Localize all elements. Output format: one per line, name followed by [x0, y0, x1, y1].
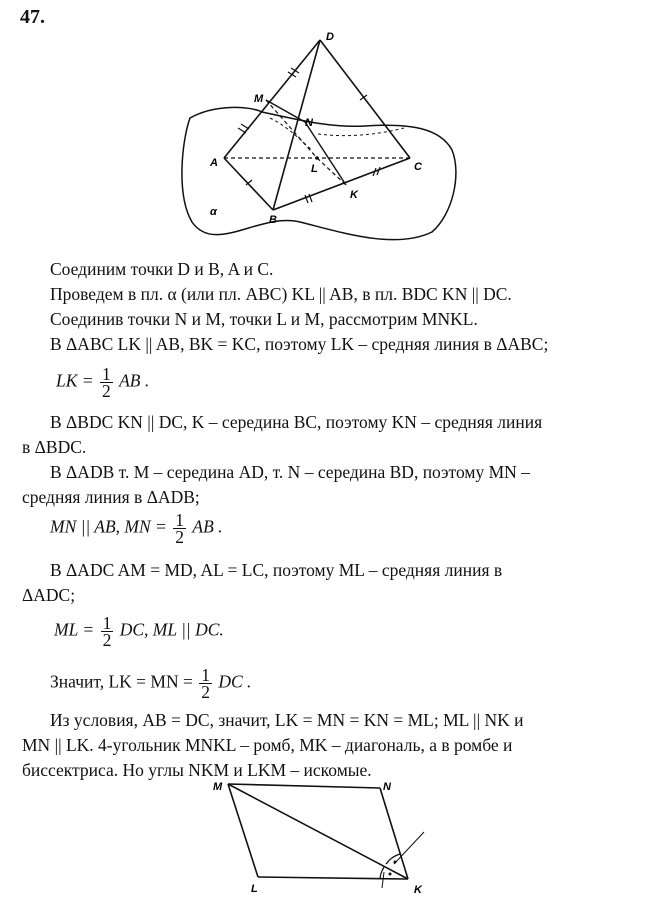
paragraph-2: Проведем в пл. α (или пл. ABC) KL || AB, в пл. BDC KN || DC. — [50, 284, 512, 304]
edge-DA — [224, 40, 320, 158]
paragraph-3: Соединив точки N и M, точки L и M, рассмотрим MNKL. — [50, 309, 478, 329]
paragraph-5a: В ΔBDC KN || DC, K – середина BC, поэтому KN – средняя линия — [50, 412, 543, 432]
angle-tick — [382, 872, 384, 888]
formula-ML: ML = $\frac{1}{2}$ DC, ML || DC. — [54, 613, 224, 650]
formula-MN: MN || AB, MN = $\frac{1}{2}$ AB . — [50, 510, 223, 547]
figure-tetrahedron — [0, 0, 659, 260]
formula-conclusion: Значит, LK = MN = $\frac{1}{2}$ DC . — [50, 665, 252, 702]
side-NK — [380, 788, 408, 879]
paragraph-6a: В ΔADB т. M – середина AD, т. N – середина BD, поэтому MN – — [50, 462, 530, 482]
side-MN — [228, 784, 380, 788]
formula-LK: LK = $\frac{1}{2}$ AB . — [56, 364, 150, 401]
paragraph-6b: средняя линия в ΔADB; — [22, 487, 200, 507]
figure-rhombus — [0, 772, 659, 912]
label-M2: M — [213, 781, 223, 793]
side-KL — [258, 877, 408, 879]
paragraph-8a: Из условия, AB = DC, значит, LK = MN = KN = ML; ML || NK и — [50, 710, 524, 730]
label-L: L — [311, 163, 318, 175]
paragraph-8c: биссектриса. Но углы NKM и LKM – искомые. — [22, 760, 372, 780]
edge-AB — [224, 158, 273, 210]
label-D: D — [326, 31, 334, 43]
label-C: C — [414, 161, 422, 173]
label-A: A — [210, 157, 218, 169]
paragraph-5b: в ΔBDC. — [22, 437, 87, 457]
paragraph-1: Соединим точки D и B, A и C. — [50, 259, 274, 279]
segment-NK — [305, 122, 346, 185]
label-L2: L — [251, 883, 258, 895]
label-K: K — [350, 189, 358, 201]
label-M: M — [254, 93, 264, 105]
paragraph-8b: MN || LK. 4-угольник MNKL – ромб, MK – диагональ, а в ромбе и — [22, 735, 513, 755]
edge-BC — [273, 158, 410, 210]
paragraph-4: В ΔABC LK || AB, BK = KC, поэтому LK – средняя линия в ΔABC; — [50, 334, 549, 354]
paragraph-7b: ΔADC; — [22, 585, 76, 605]
label-N2: N — [383, 781, 391, 793]
plane-alpha — [182, 107, 456, 239]
label-B: B — [269, 214, 277, 226]
paragraph-7a: В ΔADC AM = MD, AL = LC, поэтому ML – средняя линия в — [50, 560, 503, 580]
label-K2: K — [414, 884, 422, 896]
edge-DC — [320, 40, 410, 158]
problem-number: 47. — [20, 6, 45, 28]
diagonal-MK — [228, 784, 408, 879]
angle-arc-NKM — [386, 854, 400, 864]
label-alpha: α — [210, 206, 217, 218]
label-N: N — [305, 117, 313, 129]
